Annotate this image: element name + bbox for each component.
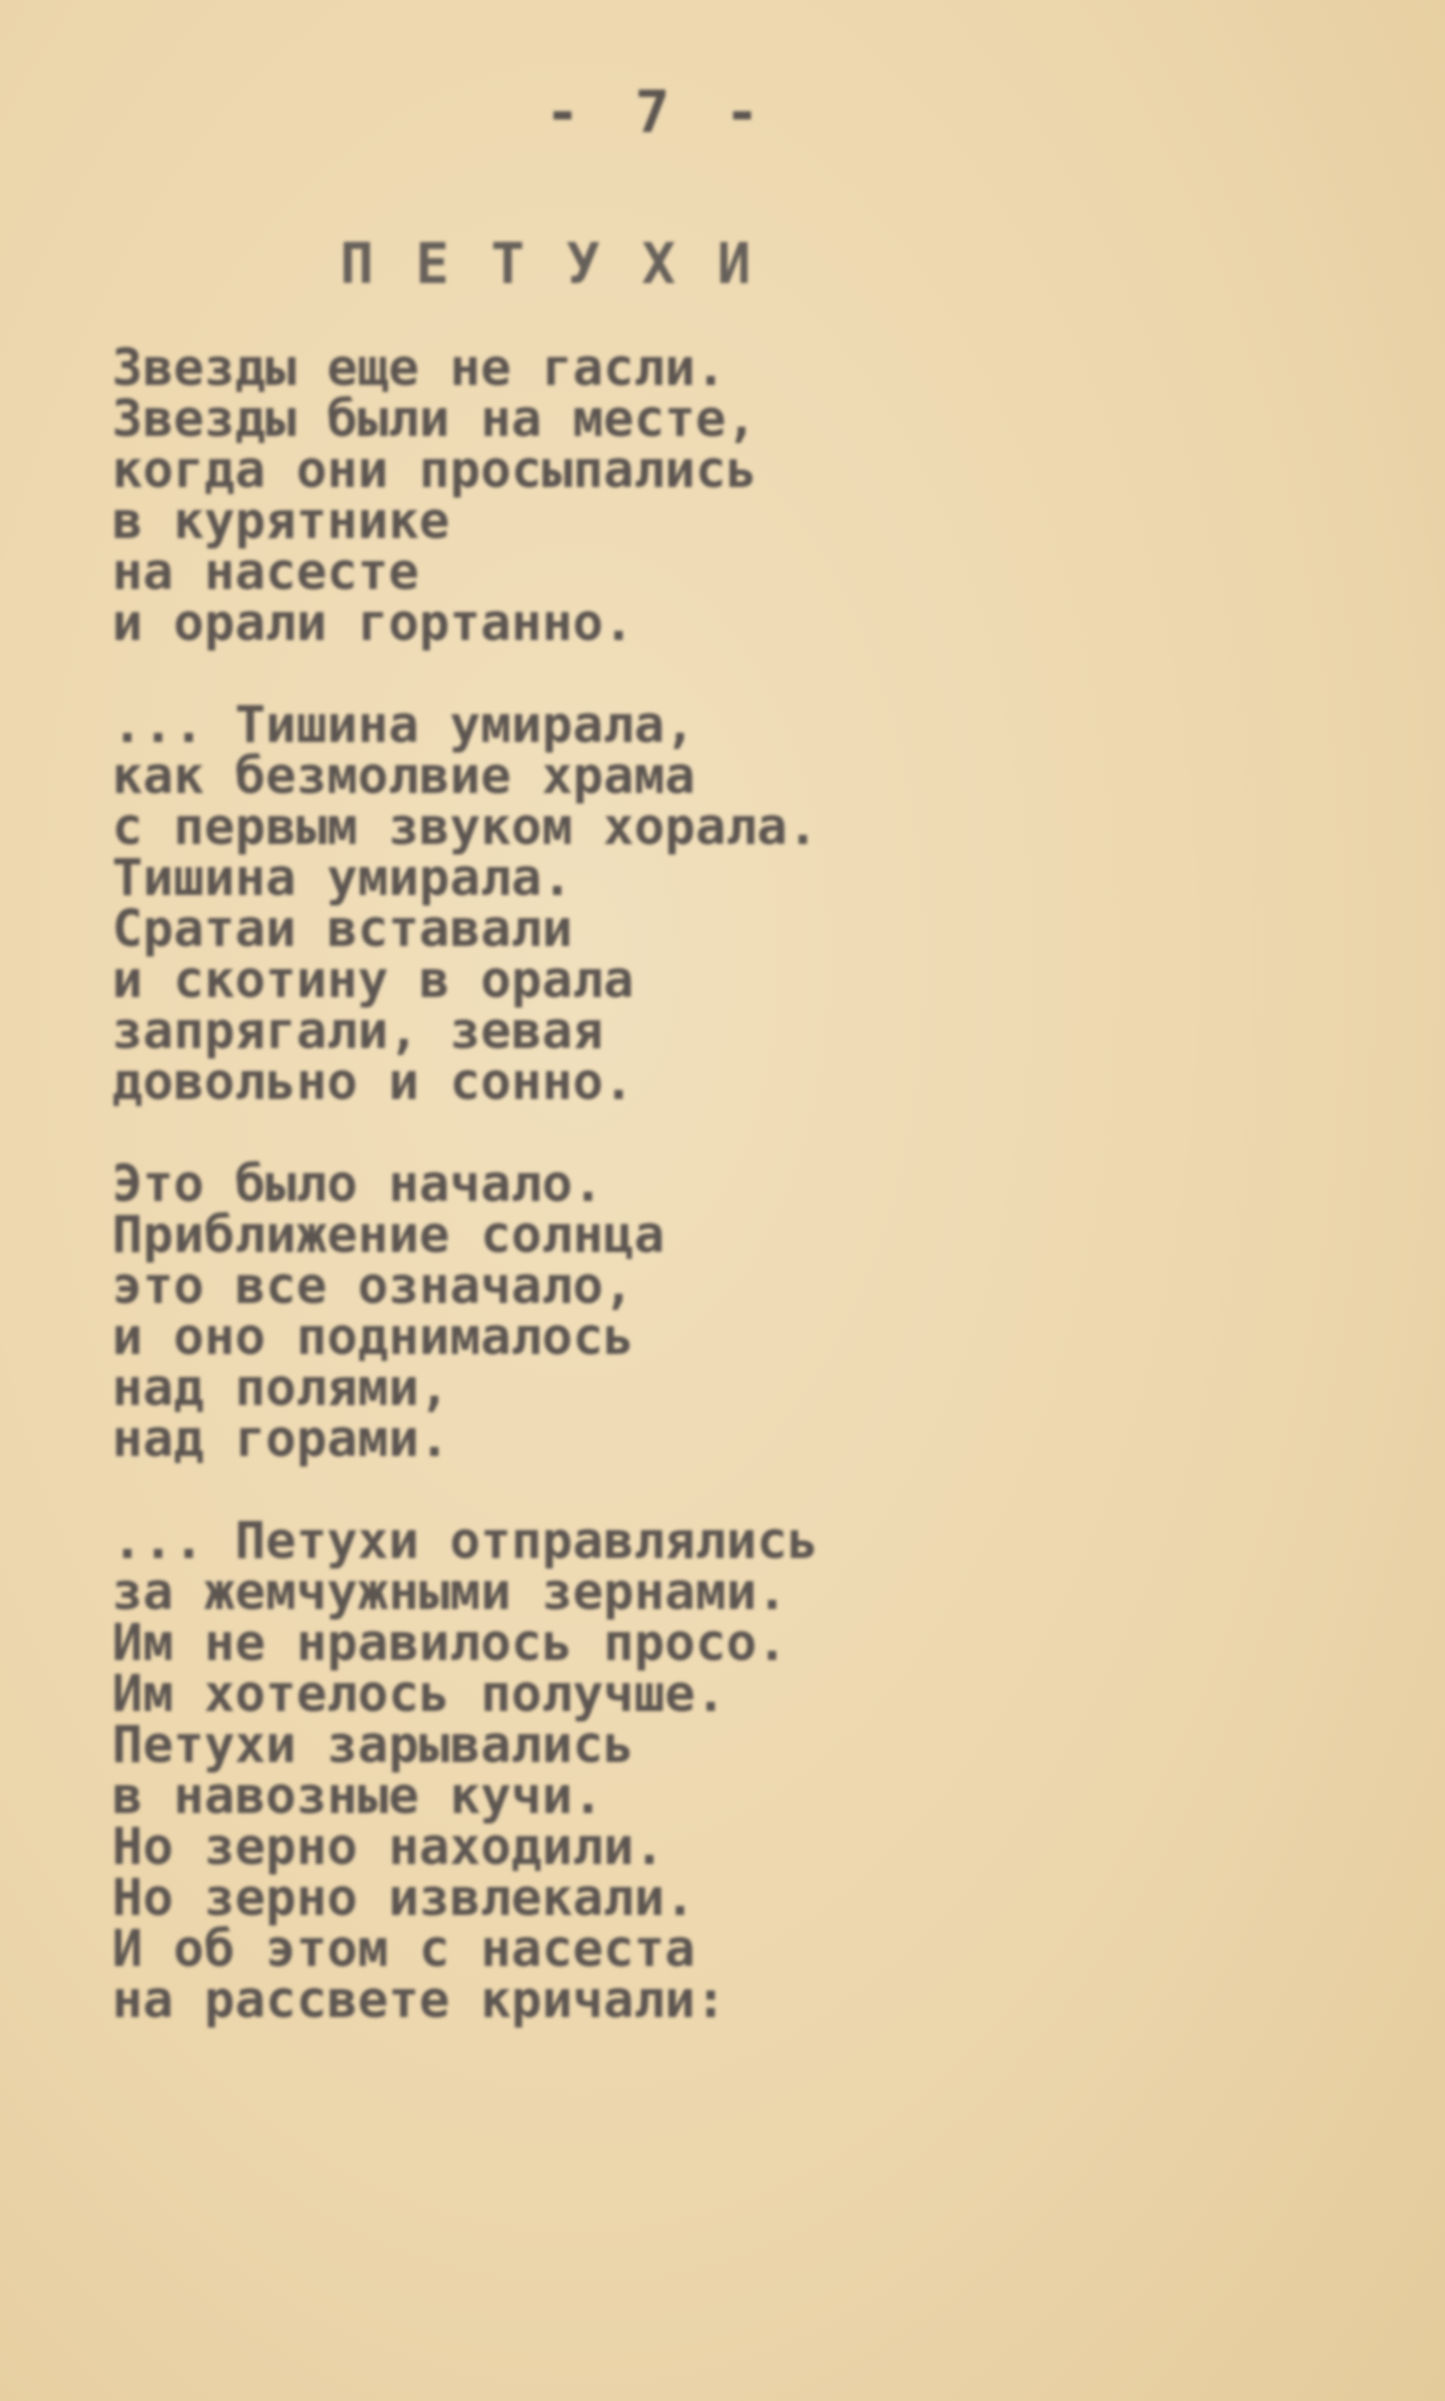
- poem-line: довольно и сонно.: [112, 1053, 634, 1112]
- stanza-1: [112, 339, 818, 653]
- poem-line: Но зерно находили.: [112, 1818, 665, 1877]
- poem-line: И об этом с насеста: [112, 1920, 696, 1979]
- poem-line: за жемчужными зернами.: [112, 1563, 788, 1622]
- poem-line: Это было начало.: [112, 1155, 604, 1214]
- poem-line: Звезды были на месте,: [112, 390, 757, 449]
- poem-line: Приближение солнца: [112, 1206, 665, 1265]
- poem-line: Звезды еще не гасли.: [112, 339, 727, 398]
- poem-line: Тишина умирала.: [112, 849, 573, 908]
- poem-line: на рассвете кричали:: [112, 1971, 727, 2030]
- poem-line: ... Петухи отправлялись: [112, 1512, 819, 1571]
- poem-line: на насесте: [112, 543, 420, 602]
- poem-line: Но зерно извлекали.: [112, 1869, 696, 1928]
- poem-line: и орали гортанно.: [112, 594, 634, 653]
- poem-line: запрягали, зевая: [112, 1002, 604, 1061]
- poem-line: это все означало,: [112, 1257, 634, 1316]
- poem-line: ... Тишина умирала,: [112, 696, 696, 755]
- stanza-2: [112, 696, 819, 1112]
- page-number: - 7 -: [545, 78, 770, 146]
- poem-line: Петухи зарывались: [112, 1716, 634, 1775]
- poem-line: и скотину в орала: [112, 951, 634, 1010]
- poem-line: над полями,: [112, 1359, 450, 1418]
- poem-line: когда они просыпались: [112, 441, 757, 500]
- poem-line: над горами.: [112, 1410, 450, 1469]
- poem-body: [112, 339, 819, 2077]
- poem-line: и оно поднималось: [112, 1308, 634, 1367]
- poem-line: в курятнике: [112, 492, 450, 551]
- poem-title: П Е Т У Х И: [340, 232, 755, 297]
- poem-line: Сратаи вставали: [112, 900, 573, 959]
- poem-line: с первым звуком хорала.: [112, 798, 819, 857]
- stanza-3: [112, 1155, 818, 1469]
- stanza-4: [112, 1512, 819, 2030]
- poem-line: Им не нравилось просо.: [112, 1614, 788, 1673]
- poem-line: как безмолвие храма: [112, 747, 696, 806]
- poem-line: в навозные кучи.: [112, 1767, 604, 1826]
- poem-line: Им хотелось получше.: [112, 1665, 727, 1724]
